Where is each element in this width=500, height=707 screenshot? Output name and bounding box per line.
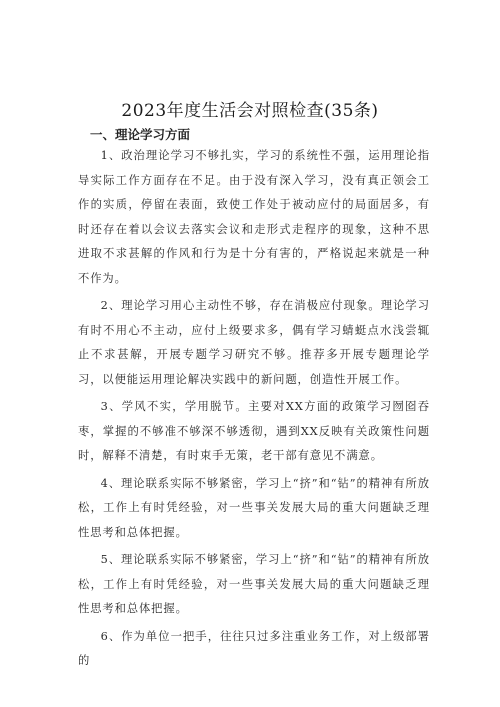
paragraph-3: 3、学风不实，学用脱节。主要对XX方面的政策学习囫囵吞枣，掌握的不够准不够深不够透彻，遇到XX反映有关政策性问题时，解释不清楚，有时束手无策，老干部有意见不满意。 — [78, 400, 430, 462]
paragraph-4: 4、理论联系实际不够紧密，学习上“挤”和“钻”的精神有所放松，工作上有时凭经验，对一些事关发展大局的重大问题缺乏理性思考和总体把握。 — [78, 476, 430, 539]
section-heading: 一、理论学习方面 — [90, 127, 191, 142]
paragraph-1: 1、政治理论学习不够扎实，学习的系统性不强，运用理论指导实际工作方面存在不足。由于没有深入学习，没有真正领会工作的实质，停留在表面，致使工作处于被动应付的局面居多，有时还存在着以会议去落实会议和走形式走程序的现象，这种不思进取不求甚解的作风和行为是十分有害的，严格说起来就是一种不作为。 — [78, 149, 430, 285]
paragraph-2: 2、理论学习用心主动性不够，存在消极应付现象。理论学习有时不用心不主动，应付上级要求多，偶有学习蜻蜓点水浅尝辄止不求甚解，开展专题学习研究不够。推荐多开展专题理论学习，以便能运用理论解决实践中的新问题，创造性开展工作。 — [78, 299, 430, 386]
paragraph-5: 5、理论联系实际不够紧密，学习上“挤”和“钻”的精神有所放松，工作上有时凭经验，对一些事关发展大局的重大问题缺乏理性思考和总体把握。 — [78, 553, 430, 615]
document-title: 2023年度生活会对照检查(35条) — [121, 101, 379, 121]
paragraph-6: 6、作为单位一把手，往往只过多注重业务工作，对上级部署的 — [78, 629, 430, 667]
document-body — [78, 144, 430, 674]
